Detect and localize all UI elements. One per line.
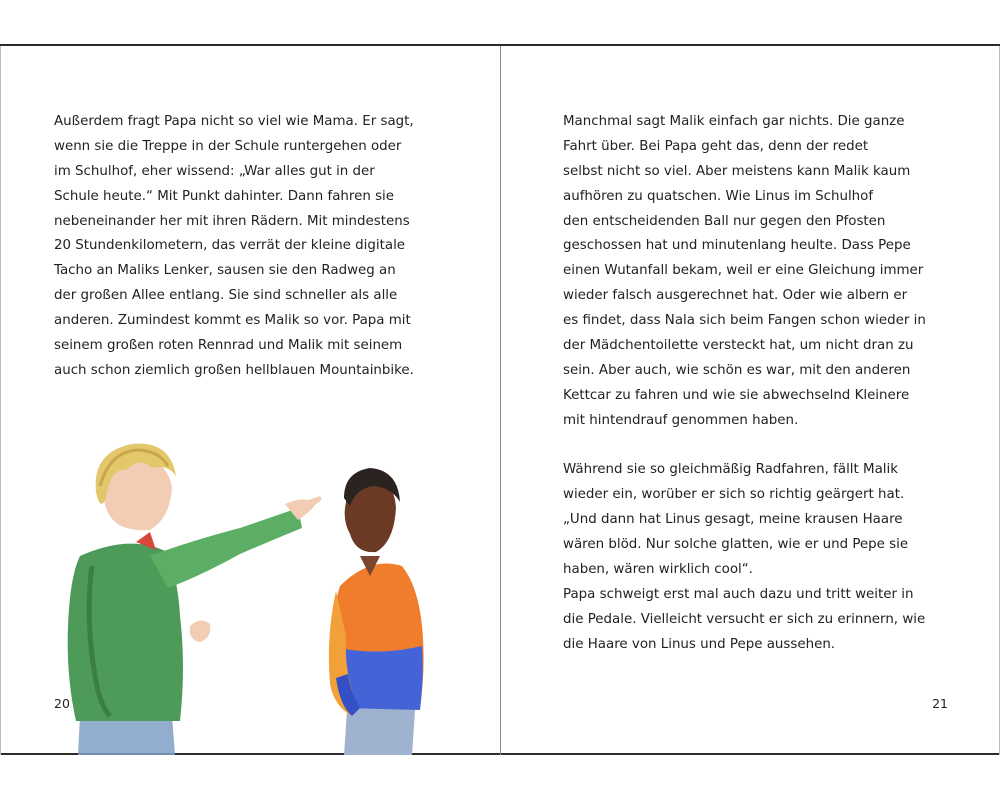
text-line: Manchmal sagt Malik einfach gar nichts. Die ganze [563, 114, 905, 129]
text-line: geschossen hat und minutenlang heulte. Dass Pepe [563, 238, 911, 254]
text-line: Tacho an Maliks Lenker, sausen sie den Radweg an [54, 263, 396, 279]
text-line: Außerdem fragt Papa nicht so viel wie Mama. Er sagt, [54, 114, 414, 129]
page-number-left: 20 [54, 696, 70, 711]
text-line: 20 Stundenkilometern, das verrät der kleine digitale [54, 238, 406, 254]
text-line: den entscheidenden Ball nur gegen den Pfosten [563, 213, 886, 229]
text-line: Fahrt über. Bei Papa geht das, denn der redet [563, 138, 869, 154]
text-line: anderen. Zumindest kommt es Malik so vor. Papa mit [54, 313, 411, 329]
text-line: wenn sie die Treppe in der Schule runtergehen oder [54, 138, 402, 154]
text-line: wieder ein, worüber er sich so richtig geärgert hat. [563, 487, 905, 503]
text-line: der großen Allee entlang. Sie sind schneller als alle [54, 288, 398, 304]
text-line: sein. Aber auch, wie schön es war, mit den anderen [563, 362, 911, 378]
text-line: haben, wären wirklich cool“. [563, 562, 753, 578]
text-line: die Haare von Linus und Pepe aussehen. [563, 636, 836, 652]
right-page [501, 46, 1000, 755]
text-line: aufhören zu quatschen. Wie Linus im Schulhof [563, 188, 874, 204]
left-page [0, 46, 500, 755]
right-page-text [563, 110, 926, 658]
text-line: seinem großen roten Rennrad und Malik mit seinem [54, 338, 403, 354]
text-line: es findet, dass Nala sich beim Fangen schon wieder in [563, 313, 926, 329]
text-line: auch schon ziemlich großen hellblauen Mountainbike. [54, 362, 414, 378]
text-line: der Mädchentoilette versteckt hat, um nicht dran zu [563, 338, 914, 354]
blond-boy-figure [68, 444, 322, 755]
text-line: selbst nicht so viel. Aber meistens kann Malik kaum [563, 163, 911, 179]
text-line: Papa schweigt erst mal auch dazu und tritt weiter in [563, 586, 914, 602]
text-line: Schule heute.“ Mit Punkt dahinter. Dann fahren sie [54, 188, 395, 204]
text-line: mit hintendrauf genommen haben. [563, 412, 799, 428]
paragraph-gap [563, 434, 926, 459]
text-line: die Pedale. Vielleicht versucht er sich zu erinnern, wie [563, 611, 926, 627]
text-line: Während sie so gleichmäßig Radfahren, fällt Malik [563, 462, 898, 478]
text-line: einen Wutanfall bekam, weil er eine Gleichung immer [563, 263, 924, 279]
illustration-two-boys [40, 416, 440, 755]
text-line: wieder falsch ausgerechnet hat. Oder wie albern er [563, 288, 908, 304]
page-number-right: 21 [932, 696, 948, 711]
text-line: „Und dann hat Linus gesagt, meine krausen Haare [563, 512, 903, 528]
book-spread [0, 44, 1000, 755]
malik-figure [329, 468, 424, 755]
text-line: Kettcar zu fahren und wie sie abwechselnd Kleinere [563, 387, 910, 403]
left-page-text [54, 110, 414, 384]
text-line: nebeneinander her mit ihren Rädern. Mit mindestens [54, 213, 410, 229]
text-line: im Schulhof, eher wissend: „War alles gut in der [54, 163, 375, 179]
text-line: wären blöd. Nur solche glatten, wie er und Pepe sie [563, 537, 909, 553]
